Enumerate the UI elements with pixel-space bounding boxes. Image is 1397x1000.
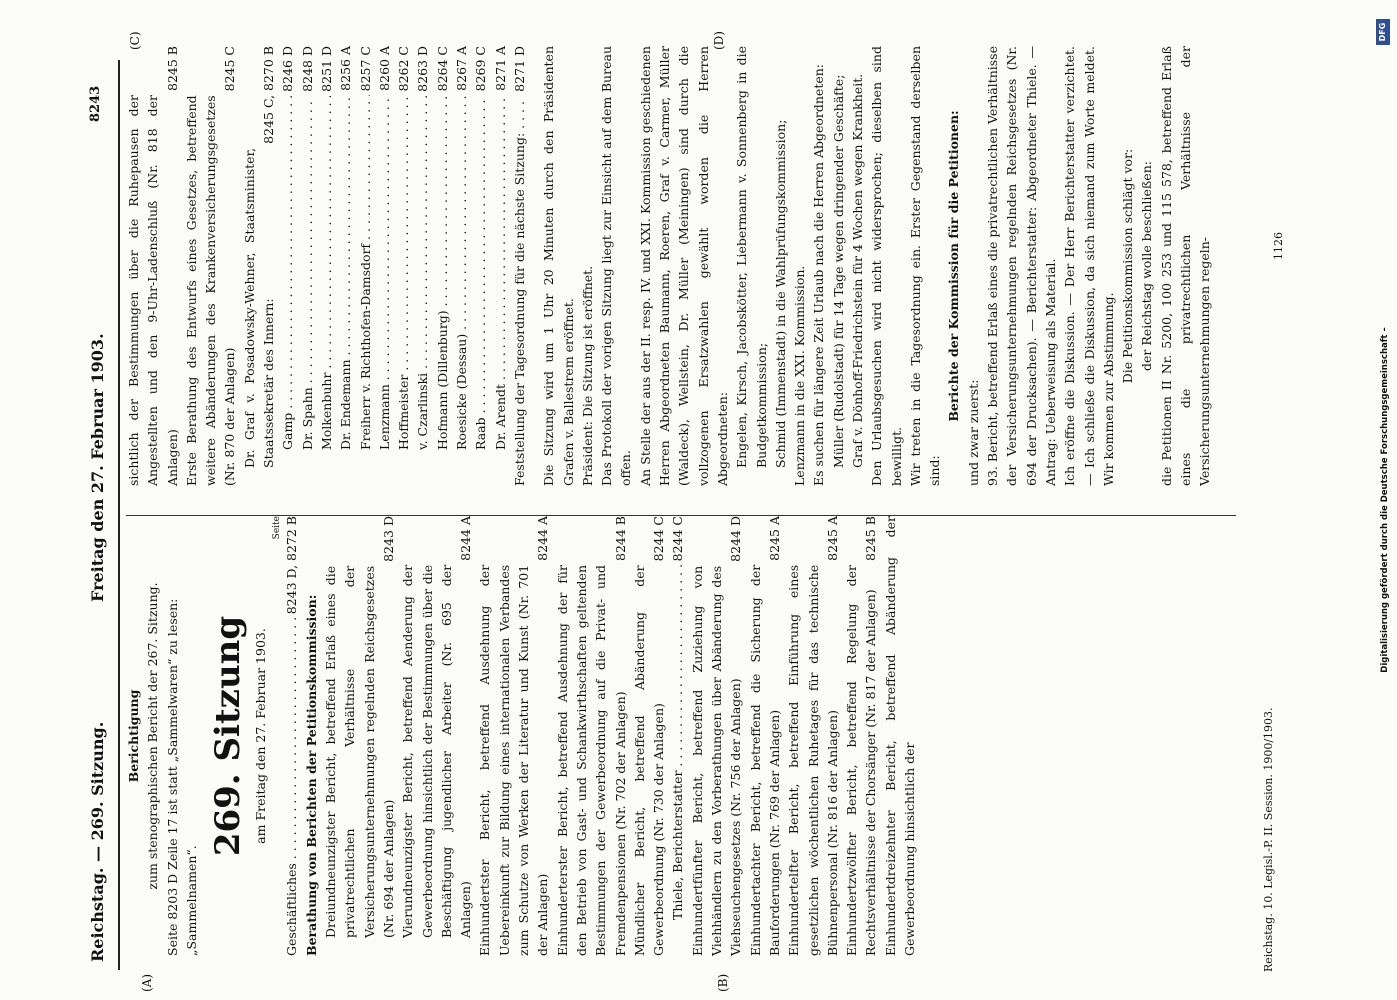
page-number: 8243	[88, 85, 103, 122]
body-paragraph: Müller (Rudolstadt) für 14 Tage wegen dringender Geschäfte;	[830, 74, 846, 468]
correction-title: Berichtigung	[126, 689, 141, 783]
margin-mark-d: (D)	[712, 31, 726, 50]
toc-entry: Einhundertachter Bericht, betreffend die Sicherung der Bauforderungen (Nr. 769 der Anlagen) 8245 A	[747, 516, 782, 956]
sheet-signature: 1126	[1272, 232, 1285, 260]
minister-entry: Dr. Graf v. Posadowsky-Wehner, Staatsminister, Staatssekretär des Innern: 8245 C, 8270 B	[241, 46, 277, 468]
toc-entry: Geschäftliches . . . 8243 D, 8272 B	[282, 516, 301, 956]
speaker-entry: Dr. Endemann . . . 8256 A	[336, 46, 355, 450]
toc-entry: Mündlicher Bericht, betreffend Abänderung der Gewerbeordnung (Nr. 730 der Anlagen) 8244 C	[631, 516, 667, 956]
correction-line: Seite 8203 D Zeile 17 ist statt „Sammelwaren“ zu lesen:	[164, 598, 180, 956]
header-rule	[118, 60, 120, 970]
header-center: Freitag den 27. Februar 1903.	[88, 333, 107, 602]
body-paragraph: Das Protokoll der vorigen Sitzung liegt zur Einsicht auf dem Bureau offen.	[599, 46, 634, 486]
speaker-entry: v. Czarlinski . . . 8263 D	[413, 46, 432, 450]
speaker-entry: Hofmann (Dillenburg) . . . 8264 C	[433, 46, 452, 450]
session-title: 269. Sitzung	[208, 615, 249, 857]
body-paragraph: und zwar zuerst:	[965, 379, 981, 486]
body-paragraph: Den Urlaubsgesuchen wird nicht widersprochen; dieselben sind bewilligt.	[869, 46, 904, 486]
speaker-entry: Dr. Spahn . . . 8248 D	[298, 46, 317, 450]
body-paragraph: die Petitionen II Nr. 5200, 100 253 und 115 578, betreffend Erlaß eines die privatrechtlichen Verhältnisse der Versicherungsunternehmungen regeln-	[1158, 46, 1213, 486]
body-paragraph: Die Petitionskommission schlägt vor:	[1120, 148, 1136, 384]
speaker-entry: Freiherr v. Richthofen-Damsdorf . . . 8257 C	[356, 46, 375, 450]
speaker-entry: Roesicke (Dessau) . . . 8267 A	[452, 46, 471, 450]
seite-label: Seite	[272, 516, 283, 540]
toc-entry: Einhundertster Bericht, betreffend Ausdehnung der Uebereinkunft zur Bildung eines internationalen Verbandes zum Schutze von Werken der Literatur und Kunst (Nr. 701 der Anlagen) 8244 A	[477, 516, 551, 956]
body-paragraph: 93. Bericht, betreffend Erlaß eines die privatrechtlichen Verhältnisse der Versicherungsunternehmungen regelnden Reichsgesetzes (Nr. 694 der Drucksachen). — Berichterstatter: Abgeordneter Thiele. — Antrag: Ueberweisung als Material.	[985, 46, 1058, 486]
header-left: Reichstag. — 269. Sitzung.	[88, 721, 107, 962]
speaker-entry: Lenzmann . . . 8260 A	[375, 46, 394, 450]
body-paragraph: Engelen, Kirsch, Jacobskötter, Liebermann v. Sonnenberg in die Budgetkommission;	[734, 46, 769, 468]
body-paragraph: An Stelle der aus der II. resp. IV. und XXI. Kommission geschiedenen Herren Abgeordneten Baumann, Roeren, Graf v. Carmer, Müller (Waldeck), Wellstein, Dr. Müller (Meiningen) sind durch die vollzogenen Ersatzwahlen gewählt worden die Herren Abgeordneten:	[637, 46, 730, 486]
toc-entry: Einhundertelfter Bericht, betreffend Einführung eines gesetzlichen wöchentlichen Ruhetages für das technische Bühnenpersonal (Nr. 816 der Anlagen) 8245 A	[786, 516, 840, 956]
body-paragraph: Die Sitzung wird um 1 Uhr 20 Minuten durch den Präsidenten Grafen v. Ballestrem eröffnet.	[541, 46, 576, 486]
correction-line: „Sammelnamen“.	[183, 845, 199, 956]
body-paragraph: Es suchen für längere Zeit Urlaub nach die Herren Abgeordneten:	[811, 63, 827, 486]
margin-mark-c: (C)	[128, 31, 142, 50]
body-paragraph: Graf v. Dönhoff-Friedrichstein für 4 Wochen wegen Krankheit.	[849, 73, 865, 468]
body-paragraph: Präsident: Die Sitzung ist eröffnet.	[579, 265, 595, 486]
speaker-list	[278, 46, 510, 486]
toc-entry: Vierundneunzigster Bericht, betreffend Aenderung der Gewerbeordnung hinsichtlich der Bestimmungen über die Beschäftigung jugendlicher Arbeiter (Nr. 695 der Anlagen) 8244 A	[400, 516, 474, 938]
body-paragraph: der Reichstag wolle beschließen:	[1139, 161, 1155, 371]
toc-entry: Einhundertdreizehnter Bericht, betreffend Abänderung der Gewerbeordnung hinsichtlich der	[882, 516, 917, 956]
toc-heading: Berathung von Berichten der Petitionskommission:	[303, 594, 319, 956]
left-column	[124, 516, 919, 956]
margin-mark-a: (A)	[140, 973, 154, 992]
speaker-entry: Molkenbuhr . . . 8251 D	[317, 46, 336, 450]
toc-entry: Einhundertfünfter Bericht, betreffend Zuziehung von Viehhändlern zu den Vorberathungen über Abänderung des Viehseuchengesetzes (Nr. 756 der Anlagen) 8244 D	[689, 516, 744, 956]
toc-entry: Einhundertzwölfter Bericht, betreffend Regelung der Rechtsverhältnisse der Chorsänger (Nr. 817 der Anlagen) 8245 B	[844, 516, 879, 956]
body-paragraph: Ich eröffne die Diskussion. — Der Herr Berichterstatter verzichtet. — Ich schließe die Diskussion, da sich niemand zum Worte meldet. Wir kommen zur Abstimmung.	[1062, 46, 1116, 486]
speaker-entry: Hoffmeister . . . 8262 C	[394, 46, 413, 450]
agenda-entry: Feststellung der Tagesordnung für die nächste Sitzung: . . . 8271 D	[510, 46, 529, 486]
digitization-note: Digitalisierung gefördert durch die Deutsche Forschungsgemeinschaft –	[1380, 327, 1390, 673]
footer-source: Reichstag. 10. Legisl.-P. II. Session. 1900/1903.	[1262, 707, 1275, 972]
body-paragraph: Wir treten in die Tagesordnung ein. Erster Gegenstand derselben sind:	[907, 46, 943, 486]
toc-entry: Erste Berathung des Entwurfs eines Gesetzes, betreffend weitere Abänderungen des Krankenversicherungsgesetzes (Nr. 870 der Anlagen) 8245 C	[183, 46, 238, 486]
section-heading: Berichte der Kommission für die Petitionen:	[946, 110, 962, 422]
session-date: am Freitag den 27. Februar 1903.	[253, 628, 269, 844]
speaker-entry: Gamp . . . 8246 D	[278, 46, 297, 450]
toc-entry: Einhunderterster Bericht, betreffend Ausdehnung der für den Betrieb von Gast- und Schankwirthschaften geltenden Bestimmungen der Gewerbeordnung auf die Privat- und Fremdenpensionen (Nr. 702 der Anlagen) 8244 B	[554, 516, 628, 956]
body-paragraph: Lenzmann in die XXI. Kommission.	[792, 265, 808, 486]
dfg-logo: DFG	[1376, 19, 1390, 45]
speaker-entry: Dr. Arendt . . . 8271 A	[491, 46, 510, 450]
correction-line: zum stenographischen Bericht der 267. Sitzung.	[145, 582, 161, 890]
running-header	[84, 82, 116, 962]
toc-entry: Dreiundneunzigster Bericht, betreffend Erlaß eines die privatrechtlichen Verhältnisse der Versicherungsunternehmungen regelnden Reichsgesetzes (Nr. 694 der Anlagen) 8243 D	[323, 516, 396, 938]
toc-entry: sichtlich der Bestimmungen über die Ruhepausen der Angestellten und den 9-Uhr-Ladenschluß (Nr. 818 der Anlagen) 8245 B	[126, 46, 180, 486]
speaker-entry: Raab . . . 8269 C	[471, 46, 490, 450]
toc-entry: Thiele, Berichterstatter . . . 8244 C	[668, 516, 687, 956]
right-column	[124, 46, 1215, 486]
body-paragraph: Schmid (Immenstadt) in die Wahlprüfungskommission;	[772, 119, 788, 468]
margin-mark-b: (B)	[716, 973, 730, 992]
